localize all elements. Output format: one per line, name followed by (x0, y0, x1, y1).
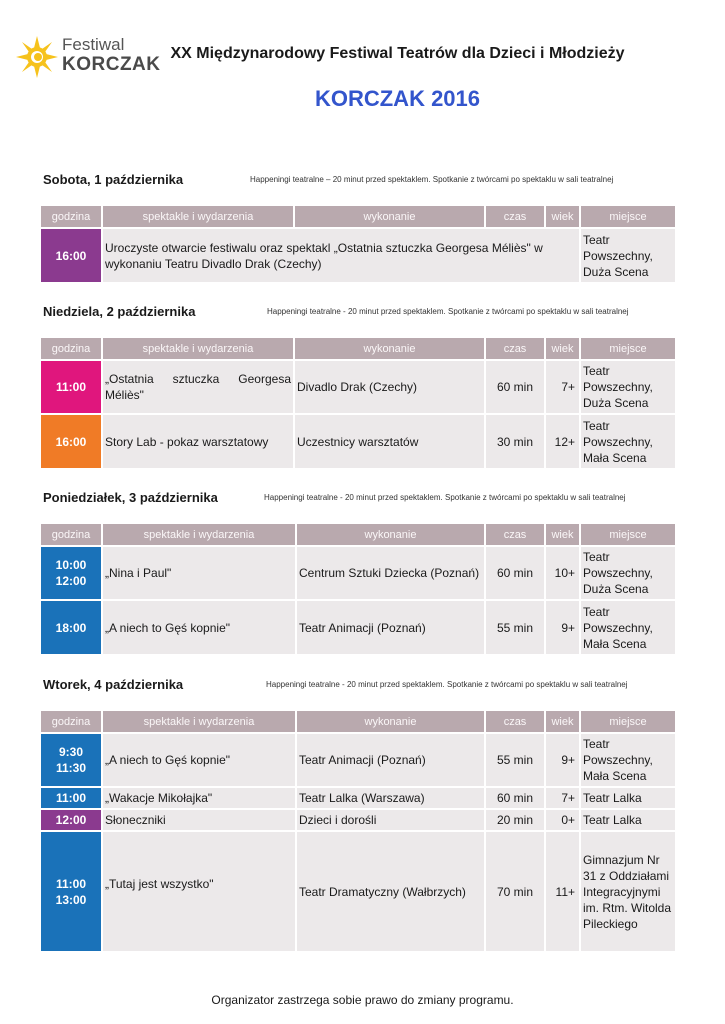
logo-line2: KORCZAK (62, 54, 161, 75)
age-cell: 7+ (545, 360, 580, 414)
event-cell: Story Lab - pokaz warsztatowy (102, 414, 294, 468)
table-row (41, 546, 675, 600)
logo-line1: Festiwal (62, 35, 125, 54)
day-section-3 (41, 490, 675, 654)
col-header-age: wiek (545, 338, 580, 360)
col-header-age: wiek (545, 206, 580, 228)
day-note: Happeningi teatralne - 20 minut przed spektaklem. Spotkanie z twórcami po spektaklu w sali teatralnej (264, 493, 626, 502)
col-header-event: spektakle i wydarzenia (102, 206, 294, 228)
schedule-table (41, 206, 675, 282)
duration-cell: 55 min (485, 600, 545, 654)
col-header-event: spektakle i wydarzenia (102, 338, 294, 360)
age-cell: 12+ (545, 414, 580, 468)
performer-cell: Divadlo Drak (Czechy) (294, 360, 485, 414)
place-cell: Teatr Powszechny, Mała Scena (580, 733, 675, 787)
performer-cell: Centrum Sztuki Dziecka (Poznań) (296, 546, 485, 600)
time-cell: 16:00 (41, 414, 102, 468)
schedule-table (41, 711, 675, 951)
place-cell: Teatr Powszechny, Mała Scena (580, 600, 675, 654)
col-header-place: miejsce (580, 524, 675, 546)
day-title: Sobota, 1 października (43, 172, 184, 187)
col-header-place: miejsce (580, 206, 675, 228)
col-header-age: wiek (545, 524, 580, 546)
time-cell: 12:00 (41, 809, 102, 831)
footer-note: Organizator zastrzega sobie prawo do zmiany programu. (211, 993, 514, 1007)
performer-cell: Teatr Lalka (Warszawa) (296, 787, 485, 809)
time-cell: 11:00 (41, 360, 102, 414)
col-header-performer: wykonanie (294, 338, 485, 360)
age-cell: 9+ (545, 733, 580, 787)
performer-cell: Teatr Animacji (Poznań) (296, 600, 485, 654)
event-cell: „A niech to Gęś kopnie" (102, 600, 296, 654)
day-note: Happeningi teatralne – 20 minut przed spektaklem. Spotkanie z twórcami po spektaklu w sali teatralnej (250, 175, 614, 184)
table-row (41, 809, 675, 831)
table-row (41, 360, 675, 414)
time-cell: 11:00 13:00 (41, 831, 102, 951)
duration-cell: 60 min (485, 360, 545, 414)
schedule-table (41, 524, 675, 654)
col-header-performer: wykonanie (296, 711, 485, 733)
age-cell: 11+ (545, 831, 580, 951)
place-cell: Gimnazjum Nr 31 z Oddziałami Integracyjnymi im. Rtm. Witolda Pileckiego (580, 831, 675, 951)
age-cell: 7+ (545, 787, 580, 809)
schedule-table (41, 338, 675, 468)
duration-cell: 20 min (485, 809, 545, 831)
col-header-place: miejsce (580, 338, 675, 360)
time-cell: 11:00 (41, 787, 102, 809)
event-cell: „Tutaj jest wszystko" (102, 831, 296, 951)
day-section-4 (41, 677, 675, 951)
day-title: Poniedziałek, 3 października (43, 490, 218, 505)
age-cell: 10+ (545, 546, 580, 600)
col-header-place: miejsce (580, 711, 675, 733)
page-title: KORCZAK 2016 (314, 86, 481, 111)
col-header-time: godzina (41, 338, 102, 360)
duration-cell: 30 min (485, 414, 545, 468)
performer-cell: Dzieci i dorośli (296, 809, 485, 831)
event-cell: Słoneczniki (102, 809, 296, 831)
place-cell: Teatr Lalka (580, 809, 675, 831)
col-header-performer: wykonanie (294, 206, 485, 228)
col-header-performer: wykonanie (296, 524, 485, 546)
day-note: Happeningi teatralne - 20 minut przed spektaklem. Spotkanie z twórcami po spektaklu w sali teatralnej (267, 307, 629, 316)
time-cell: 18:00 (41, 600, 102, 654)
day-section-1 (41, 172, 675, 282)
day-title: Niedziela, 2 października (43, 304, 196, 319)
table-row (41, 600, 675, 654)
time-cell: 10:00 12:00 (41, 546, 102, 600)
time-cell: 16:00 (41, 228, 102, 282)
place-cell: Teatr Lalka (580, 787, 675, 809)
event-cell: „Wakacje Mikołajka" (102, 787, 296, 809)
day-section-2 (41, 304, 675, 468)
performer-cell: Teatr Animacji (Poznań) (296, 733, 485, 787)
table-row (41, 733, 675, 787)
event-cell: „Ostatnia sztuczka Georgesa Méliès" (102, 360, 294, 414)
col-header-time: godzina (41, 206, 102, 228)
table-row (41, 414, 675, 468)
col-header-event: spektakle i wydarzenia (102, 711, 296, 733)
performer-cell: Uczestnicy warsztatów (294, 414, 485, 468)
col-header-time: godzina (41, 711, 102, 733)
col-header-time: godzina (41, 524, 102, 546)
col-header-duration: czas (485, 206, 545, 228)
day-note: Happeningi teatralne - 20 minut przed spektaklem. Spotkanie z twórcami po spektaklu w sali teatralnej (266, 680, 628, 689)
table-row (41, 831, 675, 951)
col-header-duration: czas (485, 524, 545, 546)
table-row (41, 787, 675, 809)
event-cell: Uroczyste otwarcie festiwalu oraz spektakl „Ostatnia sztuczka Georgesa Méliès" w wykonaniu Teatru Divadlo Drak (Czechy) (102, 228, 580, 282)
festival-title: XX Międzynarodowy Festiwal Teatrów dla Dzieci i Młodzieży (170, 45, 625, 62)
place-cell: Teatr Powszechny, Mała Scena (580, 414, 675, 468)
age-cell: 9+ (545, 600, 580, 654)
time-cell: 9:30 11:30 (41, 733, 102, 787)
performer-cell: Teatr Dramatyczny (Wałbrzych) (296, 831, 485, 951)
place-cell: Teatr Powszechny, Duża Scena (580, 228, 675, 282)
duration-cell: 55 min (485, 733, 545, 787)
col-header-duration: czas (485, 711, 545, 733)
table-row (41, 228, 675, 282)
col-header-event: spektakle i wydarzenia (102, 524, 296, 546)
col-header-age: wiek (545, 711, 580, 733)
duration-cell: 60 min (485, 787, 545, 809)
col-header-duration: czas (485, 338, 545, 360)
duration-cell: 70 min (485, 831, 545, 951)
place-cell: Teatr Powszechny, Duża Scena (580, 360, 675, 414)
event-cell: „A niech to Gęś kopnie" (102, 733, 296, 787)
place-cell: Teatr Powszechny, Duża Scena (580, 546, 675, 600)
age-cell: 0+ (545, 809, 580, 831)
duration-cell: 60 min (485, 546, 545, 600)
event-cell: „Nina i Paul" (102, 546, 296, 600)
day-title: Wtorek, 4 października (43, 677, 184, 692)
